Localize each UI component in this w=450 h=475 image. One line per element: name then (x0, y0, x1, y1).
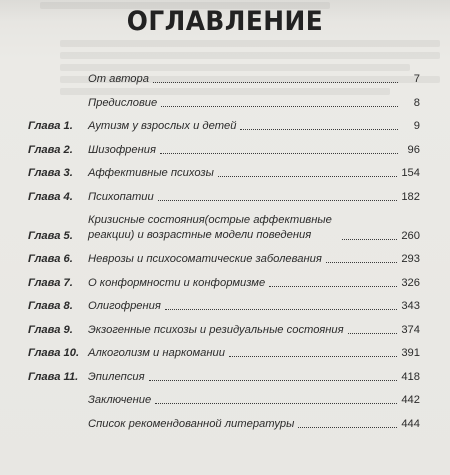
toc-entry-title: Экзогенные психозы и резидуальные состояния (88, 323, 344, 336)
toc-entry (28, 346, 420, 360)
toc-chapter-number: Глава 2. (28, 143, 73, 156)
toc-entry-title: Аутизм у взрослых и детей (88, 120, 237, 132)
toc-page-number: 96 (407, 143, 420, 156)
dot-leader (160, 153, 398, 154)
toc-entry (28, 72, 420, 86)
toc-entry-body (88, 346, 420, 360)
toc-entry-body (88, 119, 420, 133)
toc-entry-body (88, 323, 420, 337)
dot-leader (158, 200, 398, 201)
toc-entry (28, 96, 420, 110)
toc-chapter-number: Глава 10. (28, 347, 80, 359)
toc-page-number: 9 (413, 120, 420, 132)
toc-page-number: 154 (401, 167, 420, 179)
toc-page-number: 182 (401, 190, 420, 203)
toc-entry (28, 252, 420, 266)
dot-leader (165, 309, 397, 310)
toc-entry (28, 299, 420, 313)
toc-chapter-number: Глава 5. (28, 230, 73, 242)
dot-leader (348, 333, 398, 334)
dot-leader (326, 262, 398, 263)
toc-entry-title: Неврозы и психосоматические заболевания (88, 253, 322, 265)
dot-leader (218, 176, 397, 177)
toc-entry-title: Заключение (88, 394, 152, 406)
toc-page-number: 418 (401, 370, 420, 383)
toc-entry-title: Список рекомендованной литературы (88, 417, 295, 430)
toc-page-number: 326 (401, 276, 420, 289)
dot-leader (269, 286, 397, 287)
toc-chapter-number: Глава 1. (28, 120, 73, 132)
toc-chapter-number: Глава 7. (28, 276, 73, 289)
dot-leader (342, 239, 397, 240)
toc-page-number: 7 (413, 73, 420, 85)
toc-entry-body (88, 417, 420, 431)
toc-page-number: 343 (401, 300, 420, 312)
toc-entry-title: Шизофрения (88, 143, 156, 156)
toc-entry-body (88, 393, 420, 407)
toc-entry-body (88, 96, 420, 110)
toc-page-number: 444 (401, 417, 420, 430)
dot-leader (298, 427, 397, 428)
show-through-text (60, 40, 440, 47)
toc-entry-title: Предисловие (88, 96, 158, 109)
dot-leader (240, 129, 398, 130)
toc-entry (28, 190, 420, 204)
toc-entry-title: Психопатии (88, 190, 154, 203)
toc-page-number: 260 (401, 230, 420, 242)
toc-entry-title: О конформности и конформизме (88, 276, 266, 289)
toc-chapter-number: Глава 3. (28, 167, 73, 179)
toc-entry (28, 119, 420, 133)
toc-page-number: 442 (401, 394, 420, 406)
table-of-contents (28, 72, 420, 440)
toc-entry (28, 213, 420, 243)
toc-entry-title: Аффективные психозы (88, 167, 214, 179)
toc-entry-title: От автора (88, 73, 149, 85)
dot-leader (155, 403, 397, 404)
toc-page-number: 293 (401, 253, 420, 265)
toc-entry-body (88, 166, 420, 180)
toc-entry-title: Эпилепсия (88, 370, 145, 383)
toc-entry (28, 143, 420, 157)
toc-entry-body (88, 190, 420, 204)
toc-chapter-number: Глава 9. (28, 323, 73, 336)
toc-entry (28, 417, 420, 431)
toc-entry-body (88, 72, 420, 86)
toc-entry (28, 370, 420, 384)
toc-entry-title: Олигофрения (88, 300, 161, 312)
dot-leader (229, 356, 397, 357)
toc-entry-body (88, 299, 420, 313)
toc-entry-title: Алкоголизм и наркомании (88, 347, 225, 359)
dot-leader (149, 380, 398, 381)
toc-chapter-number: Глава 8. (28, 300, 73, 312)
toc-entry-body (88, 143, 420, 157)
toc-entry-body (88, 213, 420, 243)
toc-page-number: 374 (401, 323, 420, 336)
page-title: ОГЛАВЛЕНИЕ (126, 6, 324, 37)
toc-entry (28, 276, 420, 290)
show-through-text (60, 64, 410, 71)
toc-chapter-number: Глава 6. (28, 253, 73, 265)
toc-page-number: 8 (413, 96, 420, 109)
toc-entry-body (88, 252, 420, 266)
toc-chapter-number: Глава 11. (28, 370, 79, 383)
show-through-text (60, 52, 440, 59)
toc-entry-body (88, 276, 420, 290)
dot-leader (161, 106, 398, 107)
toc-entry-title: Кризисные состояния(острые аффективные реакции) и возрастные модели поведения (88, 214, 332, 241)
dot-leader (153, 82, 398, 83)
toc-chapter-number: Глава 4. (28, 190, 73, 203)
toc-entry (28, 393, 420, 407)
toc-entry-body (88, 370, 420, 384)
toc-page-number: 391 (401, 347, 420, 359)
toc-entry (28, 166, 420, 180)
toc-entry (28, 323, 420, 337)
